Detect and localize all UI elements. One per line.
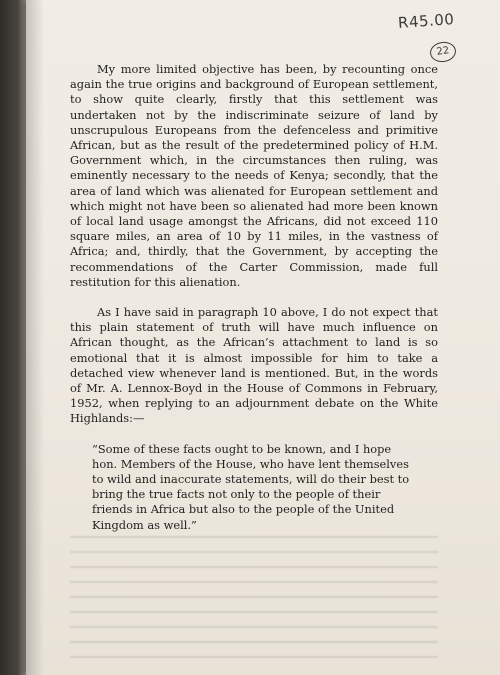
handwritten-circled-code: 22 [429,40,458,63]
show-through-text [70,530,438,670]
body-text [70,62,438,533]
block-quote: “Some of these facts ought to be known, and I hope hon. Members of the House, who have lent themselves to wild and inaccurate statements, will do their best to bring the true facts not only to the people of their friends in Africa but also to the people of the United Kingdom as well.” [92,441,410,532]
page-gutter-shadow [26,0,44,675]
paragraph-african-thought: As I have said in paragraph 10 above, I do not expect that this plain statement of truth will have much influence on African thought, as the African’s attachment to land is so emotional that it is almost impossible for him to take a detached view whenever land is mentioned. But, in the words of Mr. A. Lennox-Boyd in the House of Commons in February, 1952, when replying to an adjournment debate on the White Highlands:— [70,305,438,426]
handwritten-price: R45.00 [397,10,455,32]
paragraph-objective: My more limited objective has been, by recounting once again the true origins and background of European settlement, to show quite clearly, firstly that this settlement was undertaken not by the indiscriminate seizure of land by unscrupulous Europeans from the defenceless and primitive African, but as the result of the predetermined policy of H.M. Government which, in the circumstances then ruling, was eminently necessary to the needs of Kenya; secondly, that the area of land which was alienated for European settlement and which might not have been so alienated had more been known of local land usage amongst the Africans, did not exceed 110 square miles, an area of 10 by 11 miles, in the vastness of Africa; and, thirdly, that the Government, by accepting the recommendations of the Carter Commission, made full restitution for this alienation. [70,62,438,289]
